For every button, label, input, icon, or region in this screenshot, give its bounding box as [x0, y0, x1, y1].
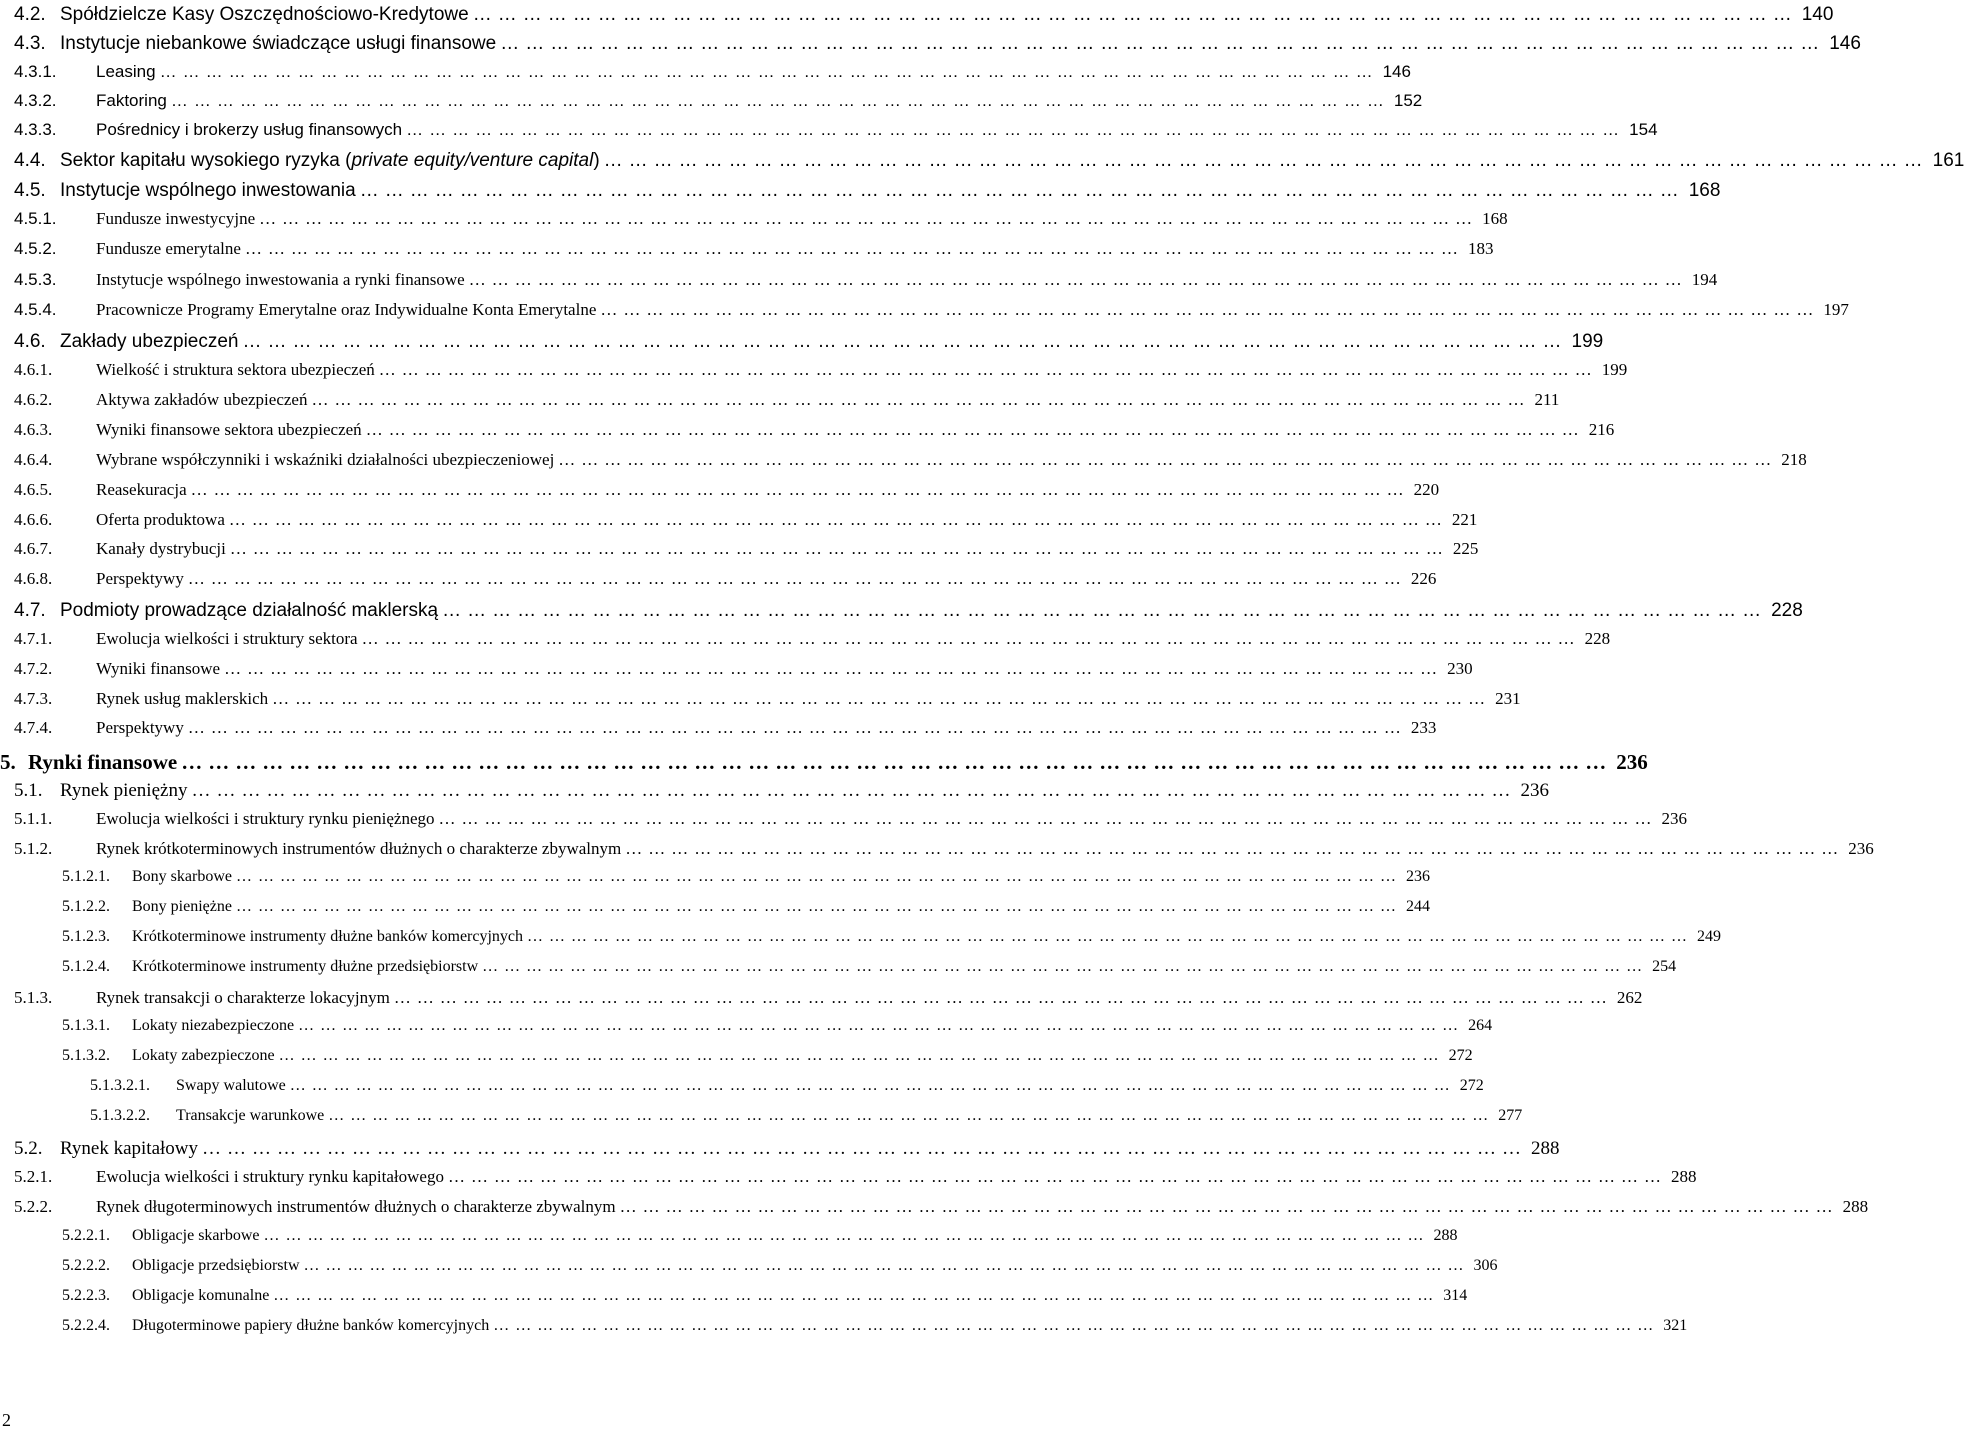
toc-dot-leader: ……………………………………………………………………………………………………………………………………………: [273, 1287, 1440, 1304]
toc-entry-number: 5.1.3.2.: [62, 1047, 110, 1064]
toc-entry-number: 5.2.2.2.: [62, 1257, 110, 1274]
toc-dot-leader: ……………………………………………………………………………………………………………………………………………: [272, 689, 1492, 708]
toc-dot-leader: ……………………………………………………………………………………………………………………………………………: [500, 33, 1826, 54]
toc-entry-title: Ewolucja wielkości i struktury sektora: [96, 629, 358, 648]
toc-entry-page: 288: [1433, 1227, 1458, 1244]
toc-entry-page: 146: [1829, 33, 1861, 54]
toc-entry[interactable]: [14, 629, 1611, 649]
toc-entry-page: 225: [1452, 539, 1479, 558]
toc-entry-page: 168: [1482, 209, 1508, 228]
toc-entry-number: 4.7.1.: [14, 629, 53, 648]
toc-dot-leader: ……………………………………………………………………………………………………………………………………………: [228, 510, 1448, 529]
toc-entry[interactable]: [14, 600, 1803, 622]
toc-entry-title: Bony pieniężne: [132, 898, 232, 915]
toc-entry-title: Długoterminowe papiery dłużne banków komercyjnych: [132, 1317, 490, 1334]
toc-entry-title: Rynek krótkoterminowych instrumentów dłużnych o charakterze zbywalnym: [96, 839, 622, 858]
toc-entry-number: 5.1.2.1.: [62, 868, 110, 885]
toc-entry-page: 262: [1616, 988, 1643, 1007]
toc-dot-leader: ……………………………………………………………………………………………………………………………………………: [378, 360, 1598, 379]
toc-entry-number: 5.1.2.3.: [62, 928, 110, 945]
toc-entry[interactable]: [62, 898, 1430, 916]
toc-entry[interactable]: [14, 450, 1807, 470]
toc-entry-number: 5.: [0, 750, 16, 774]
toc-entry[interactable]: [62, 1317, 1688, 1335]
toc-dot-leader: ……………………………………………………………………………………………………………………………………………: [303, 1257, 1470, 1274]
toc-entry-number: 4.6.7.: [14, 539, 53, 558]
toc-entry[interactable]: [62, 1257, 1498, 1275]
toc-entry-title: Rynek kapitałowy: [60, 1138, 199, 1159]
toc-entry-page: 152: [1393, 91, 1423, 110]
toc-entry[interactable]: [14, 270, 1718, 290]
toc-entry[interactable]: [14, 91, 1423, 111]
toc-dot-leader: ……………………………………………………………………………………………………………………………………………: [603, 150, 1929, 171]
toc-dot-leader: ……………………………………………………………………………………………………………………………………………: [311, 390, 1531, 409]
toc-entry[interactable]: [14, 480, 1440, 500]
toc-entry[interactable]: [14, 539, 1479, 559]
toc-entry[interactable]: [62, 1287, 1468, 1305]
toc-dot-leader: ……………………………………………………………………………………………………………………………………………: [619, 1197, 1839, 1216]
toc-dot-leader: ……………………………………………………………………………………………………………………………………………: [468, 270, 1688, 289]
toc-entry-title: Rynek długoterminowych instrumentów dłużnych o charakterze zbywalnym: [96, 1197, 616, 1216]
toc-entry-page: 236: [1848, 839, 1874, 858]
toc-entry-number: 4.5.2.: [14, 239, 57, 258]
toc-entry-title: Wybrane współczynniki i wskaźniki działalności ubezpieczeniowej: [96, 450, 555, 469]
toc-entry-page: 272: [1448, 1047, 1473, 1064]
toc-entry-number: 4.4.: [14, 150, 46, 171]
toc-entry[interactable]: [14, 780, 1549, 802]
toc-entry-title: Wielkość i struktura sektora ubezpieczeń: [96, 360, 375, 379]
toc-entry-page: 221: [1451, 510, 1478, 529]
toc-entry-number: 4.6.1.: [14, 360, 53, 379]
toc-entry-number: 4.6.8.: [14, 569, 53, 588]
toc-entry-number: 5.2.2.1.: [62, 1227, 110, 1244]
toc-entry-number: 4.3.1.: [14, 62, 57, 81]
toc-entry[interactable]: [14, 510, 1478, 530]
toc-dot-leader: ……………………………………………………………………………………………………………………………………………: [278, 1047, 1445, 1064]
toc-entry-title: Wyniki finansowe sektora ubezpieczeń: [96, 420, 362, 439]
toc-entry-page: 288: [1842, 1197, 1869, 1216]
toc-entry-title: Obligacje komunalne: [132, 1287, 270, 1304]
toc-entry[interactable]: [0, 750, 1648, 775]
toc-dot-leader: ……………………………………………………………………………………………………………………………………………: [442, 600, 1768, 621]
toc-entry-page: 272: [1459, 1077, 1484, 1094]
toc-entry[interactable]: [62, 1047, 1473, 1065]
toc-entry[interactable]: [14, 689, 1521, 709]
toc-entry-title: Rynek pieniężny: [60, 780, 188, 801]
toc-entry-title: Leasing: [96, 62, 156, 81]
toc-entry-page: 183: [1467, 239, 1494, 258]
toc-dot-leader: ……………………………………………………………………………………………………………………………………………: [224, 659, 1444, 678]
toc-entry-page: 233: [1410, 718, 1437, 737]
toc-entry[interactable]: [14, 331, 1604, 353]
toc-entry-page: 321: [1663, 1317, 1688, 1334]
toc-dot-leader: ……………………………………………………………………………………………………………………………………………: [482, 958, 1649, 975]
toc-entry-title: Perspektywy: [96, 718, 184, 737]
toc-entry-title: Obligacje skarbowe: [132, 1227, 260, 1244]
toc-entry-number: 5.1.3.2.1.: [90, 1077, 150, 1094]
toc-entry-number: 4.5.4.: [14, 300, 57, 319]
toc-entry-number: 5.1.3.2.2.: [90, 1107, 150, 1124]
toc-dot-leader: ……………………………………………………………………………………………………………………………………………: [235, 868, 1402, 885]
toc-entry-number: 4.5.3.: [14, 270, 57, 289]
toc-dot-leader: ……………………………………………………………………………………………………………………………………………: [625, 839, 1845, 858]
toc-dot-leader: ……………………………………………………………………………………………………………………………………………: [202, 1138, 1528, 1159]
toc-entry-title: Rynek transakcji o charakterze lokacyjnym: [96, 988, 390, 1007]
toc-entry-page: 146: [1382, 62, 1411, 81]
toc-dot-leader: ……………………………………………………………………………………………………………………………………………: [289, 1077, 1456, 1094]
toc-entry-number: 5.2.2.3.: [62, 1287, 110, 1304]
toc-dot-leader: ……………………………………………………………………………………………………………………………………………: [527, 928, 1694, 945]
toc-entry-number: 4.6.6.: [14, 510, 53, 529]
toc-dot-leader: ……………………………………………………………………………………………………………………………………………: [472, 4, 1798, 25]
toc-entry[interactable]: [62, 1227, 1458, 1245]
toc-entry-number: 5.2.1.: [14, 1167, 53, 1186]
toc-entry-page: 154: [1629, 120, 1658, 139]
toc-entry-number: 4.7.4.: [14, 718, 53, 737]
toc-entry-title: Podmioty prowadzące działalność maklerską: [60, 600, 439, 621]
toc-entry[interactable]: [62, 1017, 1493, 1035]
page-number: 2: [2, 1410, 11, 1430]
toc-entry-number: 4.7.3.: [14, 689, 53, 708]
toc-entry-title: Ewolucja wielkości i struktury rynku pieniężnego: [96, 809, 435, 828]
toc-entry-number: 4.3.2.: [14, 91, 57, 110]
toc-entry-title: Lokaty niezabezpieczone: [132, 1017, 295, 1034]
toc-entry-title: Fundusze emerytalne: [96, 239, 241, 258]
toc-entry-page: 277: [1498, 1107, 1523, 1124]
toc-entry-title: Swapy walutowe: [176, 1077, 286, 1094]
toc-entry-title: Oferta produktowa: [96, 510, 225, 529]
toc-entry-title: Spółdzielcze Kasy Oszczędnościowo-Kredytowe: [60, 4, 469, 25]
toc-entry-page: 140: [1801, 4, 1834, 25]
toc-entry-number: 4.5.1.: [14, 209, 57, 228]
toc-entry[interactable]: [14, 659, 1473, 679]
toc-entry[interactable]: [14, 209, 1508, 229]
toc-dot-leader: ……………………………………………………………………………………………………………………………………………: [365, 420, 1585, 439]
toc-entry-number: 5.2.2.: [14, 1197, 53, 1216]
toc-entry[interactable]: [14, 120, 1658, 140]
toc-dot-leader: ……………………………………………………………………………………………………………………………………………: [191, 780, 1517, 801]
toc-entry-title: Faktoring: [96, 91, 167, 110]
toc-entry[interactable]: [14, 718, 1437, 738]
toc-entry-page: 199: [1601, 360, 1628, 379]
toc-entry[interactable]: [14, 390, 1560, 410]
toc-entry-page: 161: [1932, 150, 1964, 171]
toc-entry-number: 5.1.: [14, 780, 43, 801]
toc-dot-leader: ……………………………………………………………………………………………………………………………………………: [447, 1167, 1667, 1186]
toc-dot-leader: ……………………………………………………………………………………………………………………………………………: [229, 539, 1449, 558]
toc-entry-number: 5.1.2.2.: [62, 898, 110, 915]
toc-entry-number: 4.6.: [14, 331, 46, 352]
toc-entry[interactable]: [14, 300, 1849, 320]
toc-entry-title: Pośrednicy i brokerzy usług finansowych: [96, 120, 403, 139]
toc-entry-number: 4.6.4.: [14, 450, 53, 469]
toc-entry-title: Instytucje wspólnego inwestowania: [60, 180, 356, 201]
toc-entry-title: Zakłady ubezpieczeń: [60, 331, 239, 352]
toc-entry-page: 231: [1495, 689, 1521, 708]
toc-dot-leader: ……………………………………………………………………………………………………………………………………………: [438, 809, 1658, 828]
toc-entry-number: 5.1.2.4.: [62, 958, 110, 975]
toc-dot-leader: ……………………………………………………………………………………………………………………………………………: [263, 1227, 1430, 1244]
toc-entry[interactable]: [14, 360, 1628, 380]
toc-entry-title: Krótkoterminowe instrumenty dłużne banków komercyjnych: [132, 928, 524, 945]
toc-dot-leader: ……………………………………………………………………………………………………………………………………………: [361, 629, 1581, 648]
toc-entry-page: 194: [1691, 270, 1718, 289]
toc-dot-leader: ……………………………………………………………………………………………………………………………………………: [170, 91, 1390, 110]
toc-entry-page: 199: [1571, 331, 1604, 352]
toc-entry[interactable]: [14, 809, 1687, 829]
toc-entry-page: 254: [1652, 958, 1677, 975]
toc-entry-page: 168: [1688, 180, 1721, 201]
toc-entry-number: 4.2.: [14, 4, 46, 25]
toc-entry-title: Bony skarbowe: [132, 868, 232, 885]
toc-dot-leader: ……………………………………………………………………………………………………………………………………………: [181, 750, 1613, 774]
toc-entry-page: 288: [1670, 1167, 1697, 1186]
toc-entry-title: Sektor kapitału wysokiego ryzyka (private equity/venture capital): [60, 150, 600, 171]
toc-entry-page: 306: [1473, 1257, 1498, 1274]
toc-entry-title: Obligacje przedsiębiorstw: [132, 1257, 300, 1274]
toc-dot-leader: ……………………………………………………………………………………………………………………………………………: [393, 988, 1613, 1007]
toc-dot-leader: ……………………………………………………………………………………………………………………………………………: [493, 1317, 1660, 1334]
toc-dot-leader: ……………………………………………………………………………………………………………………………………………: [159, 62, 1379, 81]
toc-entry-page: 228: [1584, 629, 1611, 648]
toc-entry-page: 236: [1661, 809, 1687, 828]
toc-entry-title: Wyniki finansowe: [96, 659, 221, 678]
toc-entry[interactable]: [90, 1107, 1523, 1125]
toc-entry-title: Fundusze inwestycyjne: [96, 209, 256, 228]
toc-entry-page: 216: [1588, 420, 1615, 439]
toc-entry-page: 197: [1823, 300, 1849, 319]
toc-entry[interactable]: [14, 1197, 1869, 1217]
toc-entry-number: 5.2.: [14, 1138, 43, 1159]
toc-entry-title: Perspektywy: [96, 569, 184, 588]
toc-entry-title: Lokaty zabezpieczone: [132, 1047, 275, 1064]
toc-entry[interactable]: [62, 868, 1430, 886]
toc-entry[interactable]: [14, 150, 1964, 172]
toc-entry-title: Instytucje wspólnego inwestowania a rynki finansowe: [96, 270, 465, 289]
toc-entry-number: 4.5.: [14, 180, 46, 201]
toc-dot-leader: ……………………………………………………………………………………………………………………………………………: [187, 569, 1407, 588]
toc-entry-title: Kanały dystrybucji: [96, 539, 226, 558]
toc-entry[interactable]: [90, 1077, 1484, 1095]
toc-dot-leader: ……………………………………………………………………………………………………………………………………………: [187, 718, 1407, 737]
toc-entry-number: 4.7.2.: [14, 659, 53, 678]
toc-entry[interactable]: [14, 1138, 1560, 1160]
toc-entry-title: Rynek usług maklerskich: [96, 689, 269, 708]
toc-entry-page: 211: [1534, 390, 1560, 409]
toc-dot-leader: ……………………………………………………………………………………………………………………………………………: [244, 239, 1464, 258]
toc-entry-number: 4.6.3.: [14, 420, 53, 439]
toc-entry-number: 5.1.1.: [14, 809, 53, 828]
toc-dot-leader: ……………………………………………………………………………………………………………………………………………: [235, 898, 1402, 915]
toc-entry-page: 228: [1771, 600, 1803, 621]
toc-entry-number: 5.2.2.4.: [62, 1317, 110, 1334]
toc-entry-title: Instytucje niebankowe świadczące usługi finansowe: [60, 33, 497, 54]
toc-entry[interactable]: [14, 988, 1643, 1008]
toc-entry-page: 220: [1413, 480, 1440, 499]
toc-entry[interactable]: [62, 928, 1722, 946]
toc-entry[interactable]: [14, 62, 1411, 82]
toc-entry-title: Krótkoterminowe instrumenty dłużne przedsiębiorstw: [132, 958, 479, 975]
toc-dot-leader: ……………………………………………………………………………………………………………………………………………: [259, 209, 1479, 228]
toc-dot-leader: ……………………………………………………………………………………………………………………………………………: [242, 331, 1568, 352]
toc-entry-number: 4.3.: [14, 33, 46, 54]
toc-entry-page: 249: [1697, 928, 1722, 945]
toc-entry-page: 236: [1616, 750, 1648, 774]
toc-entry[interactable]: [14, 839, 1874, 859]
toc-dot-leader: ……………………………………………………………………………………………………………………………………………: [328, 1107, 1495, 1124]
toc-entry-title: Reasekuracja: [96, 480, 187, 499]
toc-entry[interactable]: [14, 180, 1721, 202]
toc-dot-leader: ……………………………………………………………………………………………………………………………………………: [600, 300, 1820, 319]
toc-entry-number: 4.6.2.: [14, 390, 53, 409]
toc-entry-title: Pracownicze Programy Emerytalne oraz Indywidualne Konta Emerytalne: [96, 300, 597, 319]
toc-dot-leader: ……………………………………………………………………………………………………………………………………………: [190, 480, 1410, 499]
toc-entry-page: 236: [1405, 868, 1430, 885]
toc-entry[interactable]: [14, 4, 1834, 26]
toc-entry-title: Rynki finansowe: [28, 750, 178, 774]
toc-entry[interactable]: [14, 569, 1437, 589]
toc-entry[interactable]: [62, 958, 1677, 976]
toc-entry-page: 226: [1410, 569, 1437, 588]
toc-entry-page: 264: [1468, 1017, 1493, 1034]
toc-entry[interactable]: [14, 1167, 1697, 1187]
toc-entry-number: 4.3.3.: [14, 120, 57, 139]
toc-entry-page: 236: [1520, 780, 1549, 801]
toc-dot-leader: ……………………………………………………………………………………………………………………………………………: [558, 450, 1778, 469]
toc-entry[interactable]: [14, 420, 1615, 440]
toc-dot-leader: ……………………………………………………………………………………………………………………………………………: [406, 120, 1626, 139]
toc-entry-page: 288: [1531, 1138, 1560, 1159]
toc-dot-leader: ……………………………………………………………………………………………………………………………………………: [298, 1017, 1465, 1034]
toc-entry-number: 5.1.2.: [14, 839, 53, 858]
toc-entry-page: 244: [1405, 898, 1430, 915]
toc-entry-page: 230: [1447, 659, 1473, 678]
toc-entry-number: 5.1.3.: [14, 988, 53, 1007]
toc-entry-title: Ewolucja wielkości i struktury rynku kapitałowego: [96, 1167, 444, 1186]
toc-entry-number: 4.7.: [14, 600, 46, 621]
toc-entry-page: 314: [1443, 1287, 1468, 1304]
toc-entry[interactable]: [14, 33, 1861, 55]
toc-entry-page: 218: [1781, 450, 1807, 469]
toc-entry-number: 5.1.3.1.: [62, 1017, 110, 1034]
toc-entry-number: 4.6.5.: [14, 480, 53, 499]
toc-entry-title: Aktywa zakładów ubezpieczeń: [96, 390, 308, 409]
toc-entry[interactable]: [14, 239, 1494, 259]
toc-entry-title: Transakcje warunkowe: [176, 1107, 325, 1124]
toc-dot-leader: ……………………………………………………………………………………………………………………………………………: [359, 180, 1685, 201]
